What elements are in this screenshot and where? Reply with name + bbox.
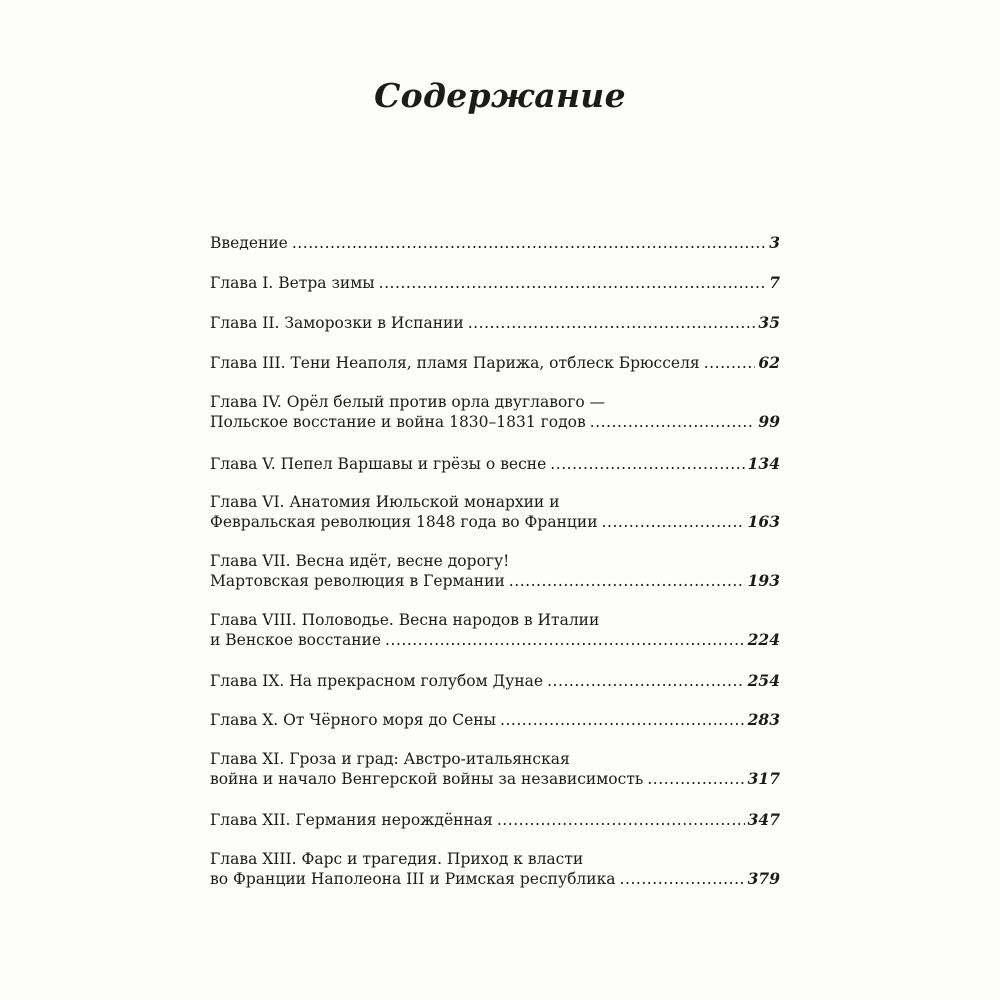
- toc-page-number: 163: [747, 512, 780, 531]
- toc-entry-chapter-4: [210, 393, 780, 432]
- toc-entry-title-line1: Глава IV. Орёл белый против орла двуглавого —: [210, 393, 606, 411]
- dot-leader: [590, 413, 756, 432]
- toc-page-number: 317: [747, 769, 780, 788]
- toc-page-number: 224: [747, 630, 780, 649]
- toc-entry-title: Февральская революция 1848 года во Франции: [210, 513, 598, 531]
- toc-page-number: 193: [747, 571, 780, 590]
- toc-page-number: 134: [747, 454, 780, 473]
- dot-leader: [379, 274, 767, 293]
- toc-entry-chapter-3: [210, 353, 780, 373]
- toc-entry-title: Глава IX. На прекрасном голубом Дунае: [210, 672, 544, 690]
- toc-entry-title-line1: Глава XI. Гроза и град: Австро-итальянская: [210, 750, 570, 768]
- toc-page-number: 99: [758, 412, 780, 431]
- toc-entry-title: Введение: [210, 234, 288, 252]
- dot-leader: [602, 513, 745, 532]
- toc-entry-chapter-2: [210, 313, 780, 333]
- dot-leader: [500, 711, 745, 730]
- toc-page-number: 62: [758, 353, 780, 372]
- toc-entry-chapter-1: [210, 273, 780, 293]
- toc-page-number: 283: [747, 710, 780, 729]
- toc-entry-chapter-11: [210, 750, 780, 789]
- dot-leader: [620, 870, 745, 889]
- toc-entry-title: Польское восстание и война 1830–1831 годов: [210, 413, 586, 431]
- toc-entry-title-line1: Глава VI. Анатомия Июльской монархии и: [210, 493, 560, 511]
- toc-entry-title: Глава V. Пепел Варшавы и грёзы о весне: [210, 455, 547, 473]
- dot-leader: [292, 234, 766, 253]
- toc-entry-chapter-12: [210, 810, 780, 830]
- dot-leader: [468, 314, 756, 333]
- toc-entry-title: война и начало Венгерской войны за независимость: [210, 770, 644, 788]
- toc-page-number: 254: [747, 671, 780, 690]
- dot-leader: [647, 770, 744, 789]
- toc-entry-title: Глава II. Заморозки в Испании: [210, 314, 464, 332]
- toc-page-number: 3: [769, 233, 780, 252]
- toc-entry-title-line1: Глава VIII. Половодье. Весна народов в Италии: [210, 611, 600, 629]
- toc-entry-title: Глава X. От Чёрного моря до Сены: [210, 711, 496, 729]
- toc-entry-title-line1: Глава VII. Весна идёт, весне дорогу!: [210, 552, 510, 570]
- toc-entry-chapter-8: [210, 611, 780, 650]
- toc-entry-title: Глава III. Тени Неаполя, пламя Парижа, отблеск Брюсселя: [210, 354, 700, 372]
- toc-page-number: 379: [747, 869, 780, 888]
- toc-entry-title: Мартовская революция в Германии: [210, 572, 505, 590]
- toc-entry-chapter-10: [210, 710, 780, 730]
- toc-entry-title: Глава XII. Германия нерождённая: [210, 811, 493, 829]
- dot-leader: [704, 354, 756, 373]
- toc-entry-title-line1: Глава XIII. Фарс и трагедия. Приход к власти: [210, 850, 584, 868]
- toc-entry-introduction: [210, 233, 780, 253]
- toc-entry-chapter-6: [210, 493, 780, 532]
- toc-entry-title: Глава I. Ветра зимы: [210, 274, 375, 292]
- toc-entry-title: во Франции Наполеона III и Римская республика: [210, 870, 616, 888]
- dot-leader: [497, 811, 745, 830]
- dot-leader: [547, 672, 745, 691]
- toc-entry-chapter-7: [210, 552, 780, 591]
- page-title: Содержание: [374, 76, 626, 115]
- dot-leader: [509, 572, 745, 591]
- toc-entry-title: и Венское восстание: [210, 631, 382, 649]
- dot-leader: [385, 631, 745, 650]
- dot-leader: [550, 455, 744, 474]
- toc-entry-chapter-13: [210, 850, 780, 889]
- toc-page-number: 35: [758, 313, 780, 332]
- toc-entry-chapter-9: [210, 671, 780, 691]
- toc-entry-chapter-5: [210, 454, 780, 474]
- toc-page-number: 347: [747, 810, 780, 829]
- toc-page-number: 7: [769, 273, 780, 292]
